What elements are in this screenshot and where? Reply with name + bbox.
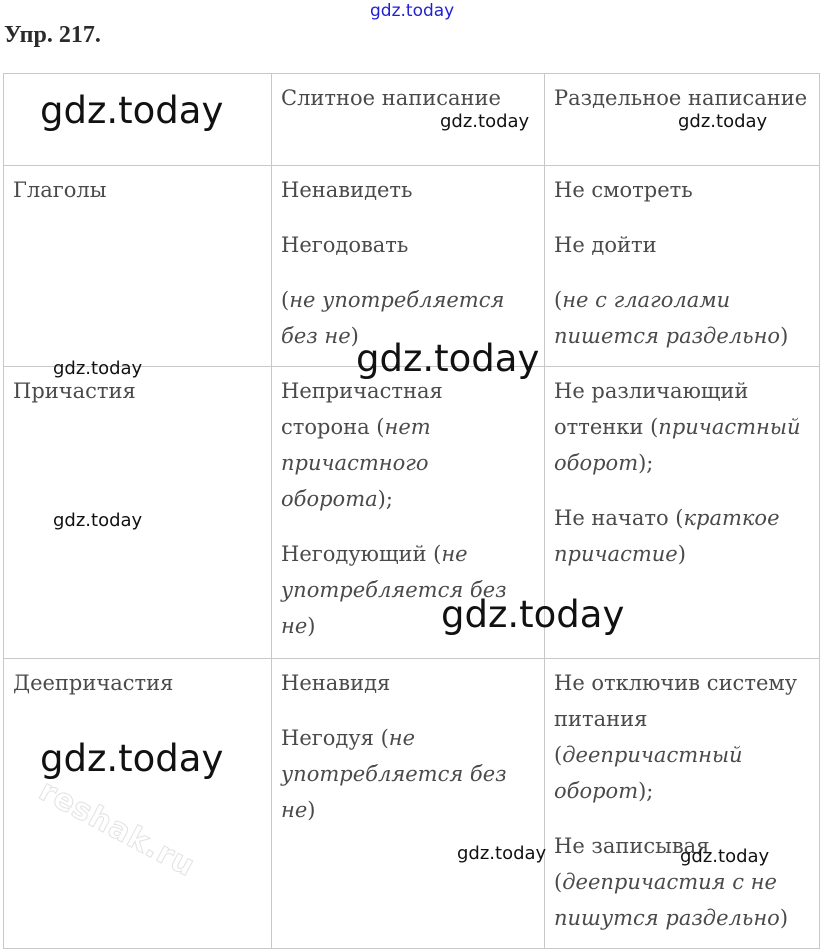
watermark: gdz.today: [457, 843, 547, 864]
watermark: gdz.today: [40, 737, 224, 780]
row-category: Глаголы: [4, 166, 272, 367]
separate-cell: [545, 659, 820, 949]
list-item: Не различающий оттенки (причастный оборот);: [554, 379, 801, 475]
row-category: Причастия: [4, 367, 272, 659]
list-item: Ненавидеть: [281, 178, 413, 202]
note-item: (не с глаголами пишется раздельно): [554, 288, 789, 348]
note-item: (не употребляется без не): [281, 288, 505, 348]
watermark: gdz.today: [440, 111, 530, 132]
list-item: Непричастная сторона (нет причастного оборота);: [281, 379, 443, 511]
watermark: gdz.today: [356, 337, 540, 380]
watermark: gdz.today: [370, 1, 455, 21]
watermark: gdz.today: [441, 593, 625, 636]
watermark: gdz.today: [678, 111, 768, 132]
watermark: gdz.today: [680, 846, 770, 867]
list-item: Не записывая (деепричастия с не пишутся раздельно): [554, 834, 789, 930]
list-item: Негодуя (не употребляется без не): [281, 726, 507, 822]
fused-cell: [272, 659, 545, 949]
watermark: gdz.today: [40, 89, 224, 132]
list-item: Не дойти: [554, 233, 657, 257]
list-item: Негодующий (не употребляется без не): [281, 542, 507, 638]
list-item: Не отключив систему питания (деепричастный оборот);: [554, 671, 798, 803]
list-item: Не смотреть: [554, 178, 693, 202]
list-item: Ненавидя: [281, 671, 391, 695]
separate-cell: [545, 166, 820, 367]
row-category: Деепричастия: [4, 659, 272, 949]
list-item: Не начато (краткое причастие): [554, 506, 780, 566]
reshak-stamp: reshak.ru: [33, 772, 201, 885]
watermark: gdz.today: [53, 358, 143, 379]
exercise-title: Упр. 217.: [4, 22, 101, 48]
list-item: Негодовать: [281, 233, 409, 257]
header-separate: Раздельное написание: [545, 74, 820, 166]
header-fused: Слитное написание: [272, 74, 545, 166]
watermark: gdz.today: [53, 510, 143, 531]
